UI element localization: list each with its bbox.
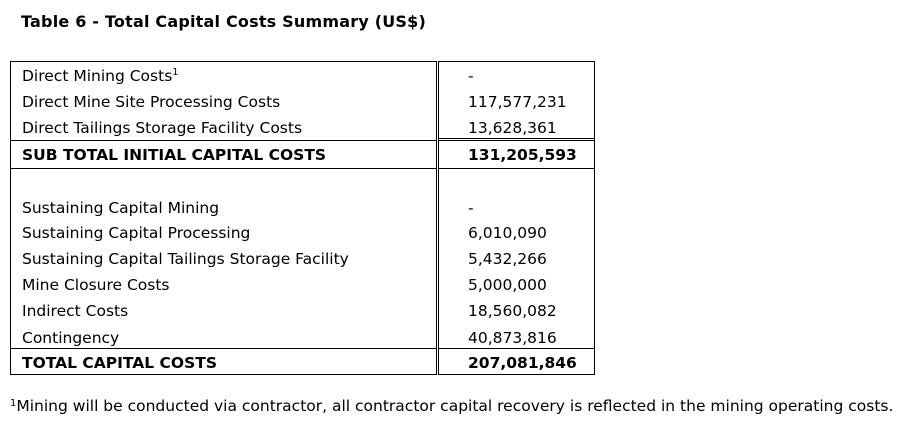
total-row — [10, 349, 595, 375]
row-value: 13,628,361 — [468, 119, 557, 137]
row-value: 5,000,000 — [468, 276, 547, 294]
row-label: SUB TOTAL INITIAL CAPITAL COSTS — [22, 146, 327, 164]
table-row — [10, 271, 595, 297]
table-row-empty — [10, 168, 595, 194]
table-row — [10, 88, 595, 114]
table-row — [10, 245, 595, 271]
row-label: Direct Tailings Storage Facility Costs — [22, 119, 303, 137]
table-row — [10, 219, 595, 245]
row-value: - — [468, 199, 474, 217]
table-row — [10, 194, 595, 220]
row-label: Sustaining Capital Mining — [22, 199, 220, 217]
row-value: 131,205,593 — [468, 146, 577, 164]
row-value: - — [468, 67, 474, 85]
table-row — [10, 114, 595, 140]
row-label: Indirect Costs — [22, 302, 129, 320]
row-value: 207,081,846 — [468, 354, 577, 372]
table-title: Table 6 - Total Capital Costs Summary (US$) — [21, 12, 426, 31]
footnote-marker: 1 — [10, 398, 17, 409]
row-label: Direct Mining Costs$^1$ — [22, 67, 179, 85]
subtotal-row — [10, 141, 595, 167]
footnote-marker: 1 — [172, 67, 179, 78]
row-value: 6,010,090 — [468, 224, 547, 242]
row-label: Sustaining Capital Tailings Storage Facility — [22, 250, 349, 268]
row-value: 18,560,082 — [468, 302, 557, 320]
row-value: 5,432,266 — [468, 250, 547, 268]
capital-costs-table — [10, 61, 595, 375]
row-label: Contingency — [22, 329, 120, 347]
row-label: Sustaining Capital Processing — [22, 224, 251, 242]
row-value: 117,577,231 — [468, 93, 567, 111]
row-label: Direct Mine Site Processing Costs — [22, 93, 281, 111]
row-label: TOTAL CAPITAL COSTS — [22, 354, 217, 372]
footnote — [10, 397, 895, 416]
table-row — [10, 297, 595, 323]
table-row — [10, 62, 595, 88]
row-label: Mine Closure Costs — [22, 276, 170, 294]
footnote-text: Mining will be conducted via contractor, all contractor capital recovery is reflected in the mining operating costs. — [16, 397, 894, 415]
row-value: 40,873,816 — [468, 329, 557, 347]
table-row — [10, 324, 595, 350]
